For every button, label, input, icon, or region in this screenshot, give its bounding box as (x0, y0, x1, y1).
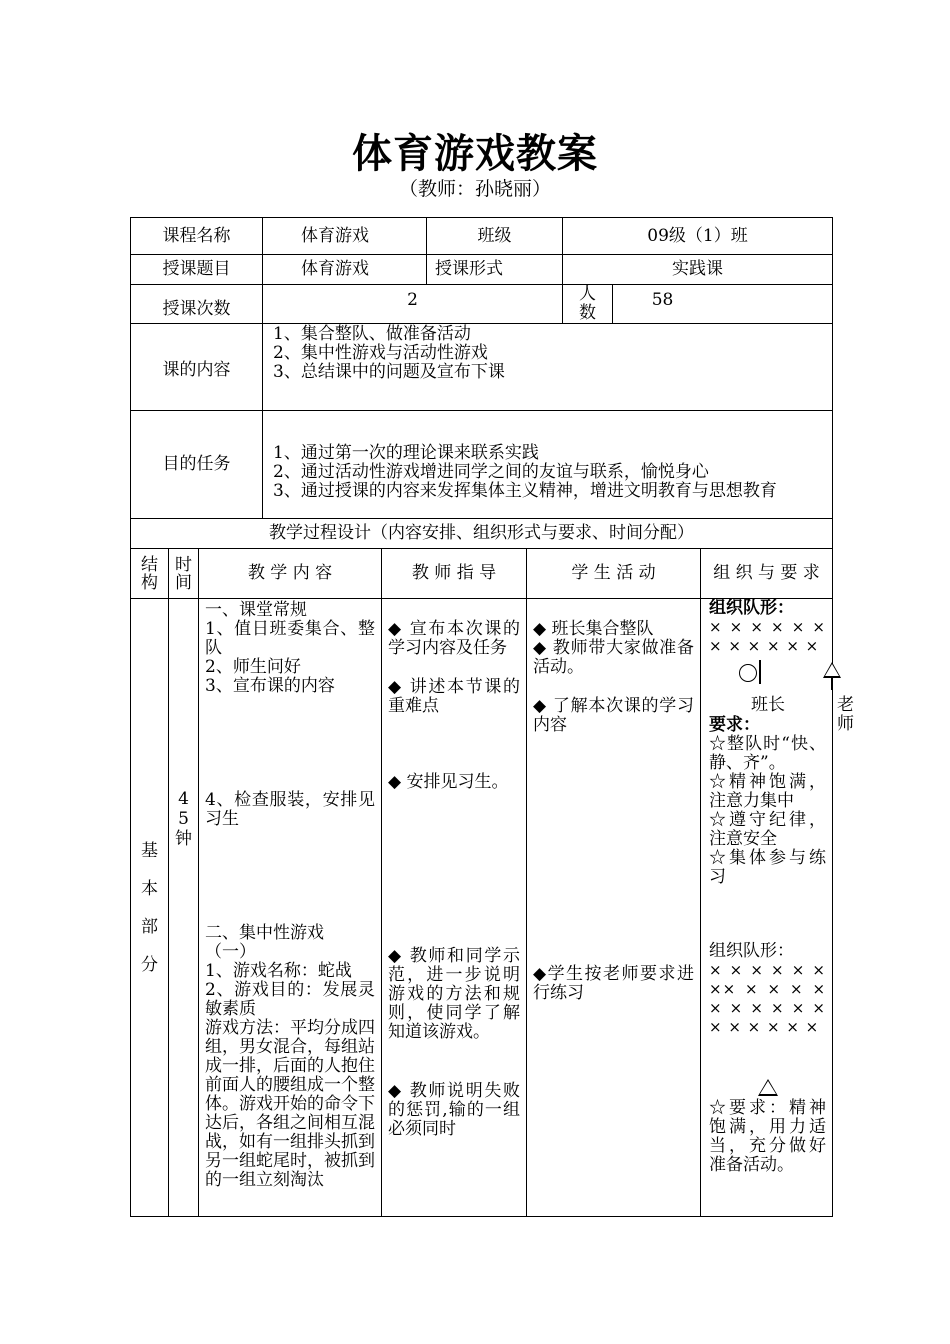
lesson-plan-table (130, 217, 854, 1217)
student-item: ◆学生按老师要求进行练习 (533, 964, 694, 1003)
content-line: 3、总结课中的问题及宣布下课 (273, 362, 505, 382)
teacher-item: ◆ 教师说明失败的惩罚,输的一组必须同时 (388, 1081, 520, 1139)
people-value: 58 (613, 285, 833, 324)
row-section-title (131, 519, 833, 549)
structure-char: 本 (141, 878, 158, 899)
content-item: 游戏方法：平均分成四组，男女混合，每组站成一排，后面的人抱住前面人的腰组成一个整体。游戏开始的命令下达后，各组之间相互混战，如有一组排头抓到另一组蛇尾时，被抓到的一组立刻淘汰 (205, 1018, 375, 1190)
col-student-header: 学 生 活 动 (527, 549, 701, 599)
time-char: 钟 (175, 829, 192, 849)
goal-line: 2、通过活动性游戏增进同学之间的友谊与联系，愉悦身心 (273, 462, 709, 482)
org-formation-crosses: × × × × × × × × × × × × (709, 618, 827, 655)
content-item: 2、师生问好 (205, 657, 301, 677)
content-item: 二、集中性游戏 (205, 923, 324, 943)
org-requirement: ☆精神饱满，注意力集中 (709, 772, 827, 811)
teacher-item: ◆ 安排见习生。 (388, 772, 509, 792)
time-char: 时 (175, 554, 192, 575)
topic-value: 体育游戏 (263, 255, 427, 285)
time-char: 5 (178, 809, 189, 829)
student-item: ◆ 教师带大家做准备活动。 (533, 638, 694, 677)
org-formation-title: 组织队形： (709, 598, 794, 618)
structure-char: 构 (141, 572, 158, 593)
goal-line: 1、通过第一次的理论课来联系实践 (273, 443, 539, 463)
circle-flag-icon (739, 664, 757, 682)
student-item: ◆ 班长集合整队 (533, 619, 654, 639)
content-item: 2、游戏目的：发展灵敏素质 (205, 980, 375, 1019)
org-requirement: ☆遵守纪律，注意安全 (709, 810, 827, 849)
content-item: 一、课堂常规 (205, 600, 307, 620)
org-requirement: ☆集体参与练习 (709, 848, 827, 887)
structure-char: 分 (141, 954, 158, 975)
col-teacher-header: 教 师 指 导 (382, 549, 527, 599)
row-process-body (131, 599, 833, 1217)
content-list (263, 324, 833, 411)
content-item: 1、游戏名称：蛇战 (205, 961, 352, 981)
times-value: 2 (263, 285, 563, 324)
goal-line: 3、通过授课的内容来发挥集体主义精神，增进文明教育与思想教育 (273, 481, 777, 501)
org-cell (701, 598, 854, 1217)
content-line: 2、集中性游戏与活动性游戏 (273, 343, 488, 363)
row-process-header (131, 549, 833, 599)
student-cell (527, 599, 701, 1217)
org-formation-crosses: × × × × × × ×× × × × × × × × × × × × × × × × × (709, 961, 827, 1036)
triangle-flag-icon (823, 662, 841, 678)
org-requirement: ☆整队时“快、静、齐”。 (709, 734, 827, 773)
structure-char: 基 (141, 840, 158, 861)
row-topic (131, 255, 833, 285)
page-title: 体育游戏教案 (352, 131, 598, 177)
course-name-value: 体育游戏 (263, 218, 427, 255)
teacher-item: ◆ 宣布本次课的学习内容及任务 (388, 619, 520, 658)
content-label: 课的内容 (131, 324, 263, 411)
col-time-header (169, 549, 199, 599)
goal-list (263, 411, 833, 519)
formation-diagram (709, 1079, 826, 1099)
form-label: 授课形式 (427, 255, 563, 285)
structure-char: 部 (141, 916, 158, 937)
teacher-item: ◆ 教师和同学示范，进一步说明游戏的方法和规则，使同学了解知道该游戏。 (388, 946, 520, 1042)
times-label: 授课次数 (131, 285, 263, 324)
row-times (131, 285, 833, 324)
teacher-item: ◆ 讲述本节课的重难点 (388, 677, 520, 716)
teacher-label: 老师 (837, 695, 854, 734)
row-content (131, 324, 833, 411)
content-item: （一） (205, 942, 256, 962)
people-label-2: 数 (579, 303, 596, 323)
topic-label: 授课题目 (131, 255, 263, 285)
col-org-header: 组 织 与 要 求 (701, 549, 833, 599)
org-requirement-title: 要求： (709, 715, 760, 735)
structure-cell (131, 599, 169, 1217)
content-item: 3、宣布课的内容 (205, 676, 335, 696)
content-item: 1、值日班委集合、整队 (205, 619, 375, 658)
row-goal (131, 411, 833, 519)
people-label-1: 人 (579, 284, 596, 304)
row-course (131, 218, 833, 255)
time-char: 间 (175, 572, 192, 593)
class-value: 09级（1）班 (563, 218, 833, 255)
content-item: 4、检查服装，安排见习生 (205, 790, 375, 829)
col-content-header: 教 学 内 容 (199, 549, 382, 599)
flag-pole (831, 678, 833, 690)
triangle-icon (758, 1079, 778, 1096)
time-char: 4 (178, 789, 189, 809)
org-requirement: ☆要求：精神饱满，用力适当，充分做好准备活动。 (709, 1098, 827, 1175)
structure-char: 结 (141, 554, 158, 575)
col-structure-header (131, 549, 169, 599)
class-label: 班级 (427, 218, 563, 255)
people-label (563, 285, 613, 324)
content-line: 1、集合整队、做准备活动 (273, 324, 471, 344)
time-cell (169, 599, 199, 1217)
org-formation-title: 组织队形： (709, 941, 794, 961)
content-cell (199, 599, 382, 1217)
goal-label: 目的任务 (131, 411, 263, 519)
course-name-label: 课程名称 (131, 218, 263, 255)
monitor-label: 班长 (751, 695, 785, 715)
form-value: 实践课 (563, 255, 833, 285)
flag-pole (759, 660, 761, 684)
process-section-title: 教学过程设计（内容安排、组织形式与要求、时间分配） (131, 519, 833, 549)
teacher-cell (382, 599, 527, 1217)
student-item: ◆ 了解本次课的学习内容 (533, 696, 694, 735)
page-subtitle: （教师：孙晓丽） (398, 178, 551, 200)
